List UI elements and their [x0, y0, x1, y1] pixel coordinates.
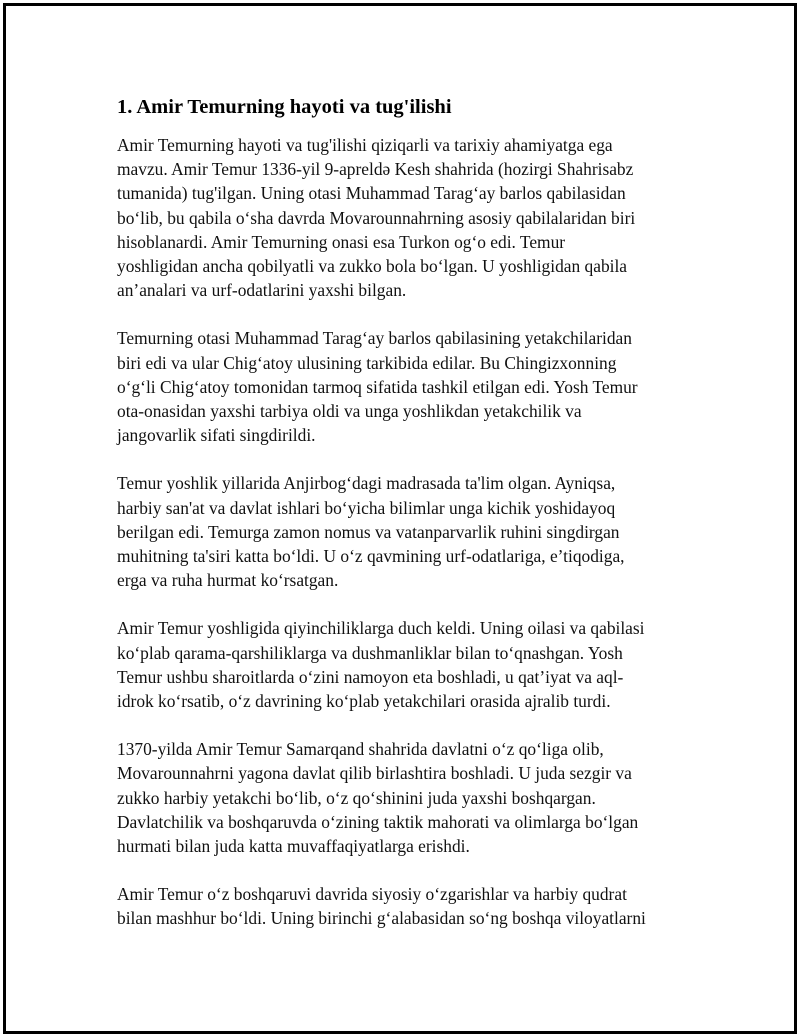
paragraph-line: jangovarlik sifati singdirildi. — [117, 425, 316, 446]
paragraph-line: muhitning ta'siri katta boʻldi. U oʻz qavmining urf-odatlariga, e’tiqodiga, — [117, 546, 625, 567]
document-body — [117, 94, 697, 955]
paragraph-line: biri edi va ular Chigʻatoy ulusining tarkibida edilar. Bu Chingizxonning — [117, 352, 617, 373]
paragraph-line: zukko harbiy yetakchi boʻlib, oʻz qoʻshinini juda yaxshi boshqargan. — [117, 787, 596, 808]
paragraph-line: Amir Temur yoshligida qiyinchiliklarga duch keldi. Uning oilasi va qabilasi — [117, 618, 645, 639]
section-heading: 1. Amir Temurning hayoti va tug'ilishi — [117, 96, 452, 118]
paragraph-line: hisoblanardi. Amir Temurning onasi esa Turkon ogʻo edi. Temur — [117, 231, 566, 252]
paragraph-line: Movarounnahrni yagona davlat qilib birlashtira boshladi. U juda sezgir va — [117, 763, 632, 784]
paragraph — [117, 471, 697, 592]
paragraph-line: hurmati bilan juda katta muvaffaqiyatlarga erishdi. — [117, 836, 470, 857]
paragraph-line: Temur yoshlik yillarida Anjirbogʻdagi madrasada ta'lim olgan. Ayniqsa, — [117, 473, 616, 494]
paragraph-line: harbiy san'at va davlat ishlari boʻyicha bilimlar unga kichik yoshidayoq — [117, 497, 616, 518]
paragraph-line: berilgan edi. Temurga zamon nomus va vatanparvarlik ruhini singdirgan — [117, 521, 620, 542]
paragraph-line: ota-onasidan yaxshi tarbiya oldi va unga yoshlikdan yetakchilik va — [117, 401, 582, 422]
paragraph-line: tumanida) tug'ilgan. Uning otasi Muhammad Taragʻay barlos qabilasidan — [117, 183, 626, 204]
paragraph — [117, 882, 697, 930]
paragraph-line: yoshligidan ancha qobilyatli va zukko bola boʻlgan. U yoshligidan qabila — [117, 256, 628, 277]
paragraph — [117, 133, 697, 302]
paragraph — [117, 737, 697, 858]
paragraph-line: idrok koʻrsatib, oʻz davrining koʻplab yetakchilari orasida ajralib turdi. — [117, 691, 611, 712]
paragraph-line: oʻgʻli Chigʻatoy tomonidan tarmoq sifatida tashkil etilgan edi. Yosh Temur — [117, 376, 638, 397]
paragraph-line: boʻlib, bu qabila oʻsha davrda Movarounnahrning asosiy qabilalaridan biri — [117, 207, 636, 228]
paragraph-line: koʻplab qarama-qarshiliklarga va dushmanliklar bilan toʻqnashgan. Yosh — [117, 642, 623, 663]
paragraph — [117, 616, 697, 713]
paragraph-line: Amir Temurning hayoti va tug'ilishi qiziqarli va tarixiy ahamiyatga ega — [117, 135, 613, 155]
paragraph-line: erga va ruha hurmat koʻrsatgan. — [117, 570, 339, 591]
paragraph-line: Temurning otasi Muhammad Taragʻay barlos qabilasining yetakchilaridan — [117, 328, 632, 349]
paragraph-line: mavzu. Amir Temur 1336-yil 9-apreldə Kesh shahrida (hozirgi Shahrisabz — [117, 159, 634, 180]
paragraph-line: bilan mashhur boʻldi. Uning birinchi gʻalabasidan soʻng boshqa viloyatlarni — [117, 908, 646, 929]
paragraph-line: an’analari va urf-odatlarini yaxshi bilgan. — [117, 280, 407, 301]
paragraph-line: Davlatchilik va boshqaruvda oʻzining taktik mahorati va olimlarga boʻlgan — [117, 811, 639, 832]
paragraphs-container — [117, 133, 697, 931]
paragraph-line: 1370-yilda Amir Temur Samarqand shahrida davlatni oʻz qoʻliga olib, — [117, 739, 604, 760]
paragraph-line: Temur ushbu sharoitlarda oʻzini namoyon eta boshladi, u qat’iyat va aql- — [117, 666, 624, 687]
paragraph-line: Amir Temur oʻz boshqaruvi davrida siyosiy oʻzgarishlar va harbiy qudrat — [117, 884, 627, 905]
paragraph — [117, 326, 697, 447]
